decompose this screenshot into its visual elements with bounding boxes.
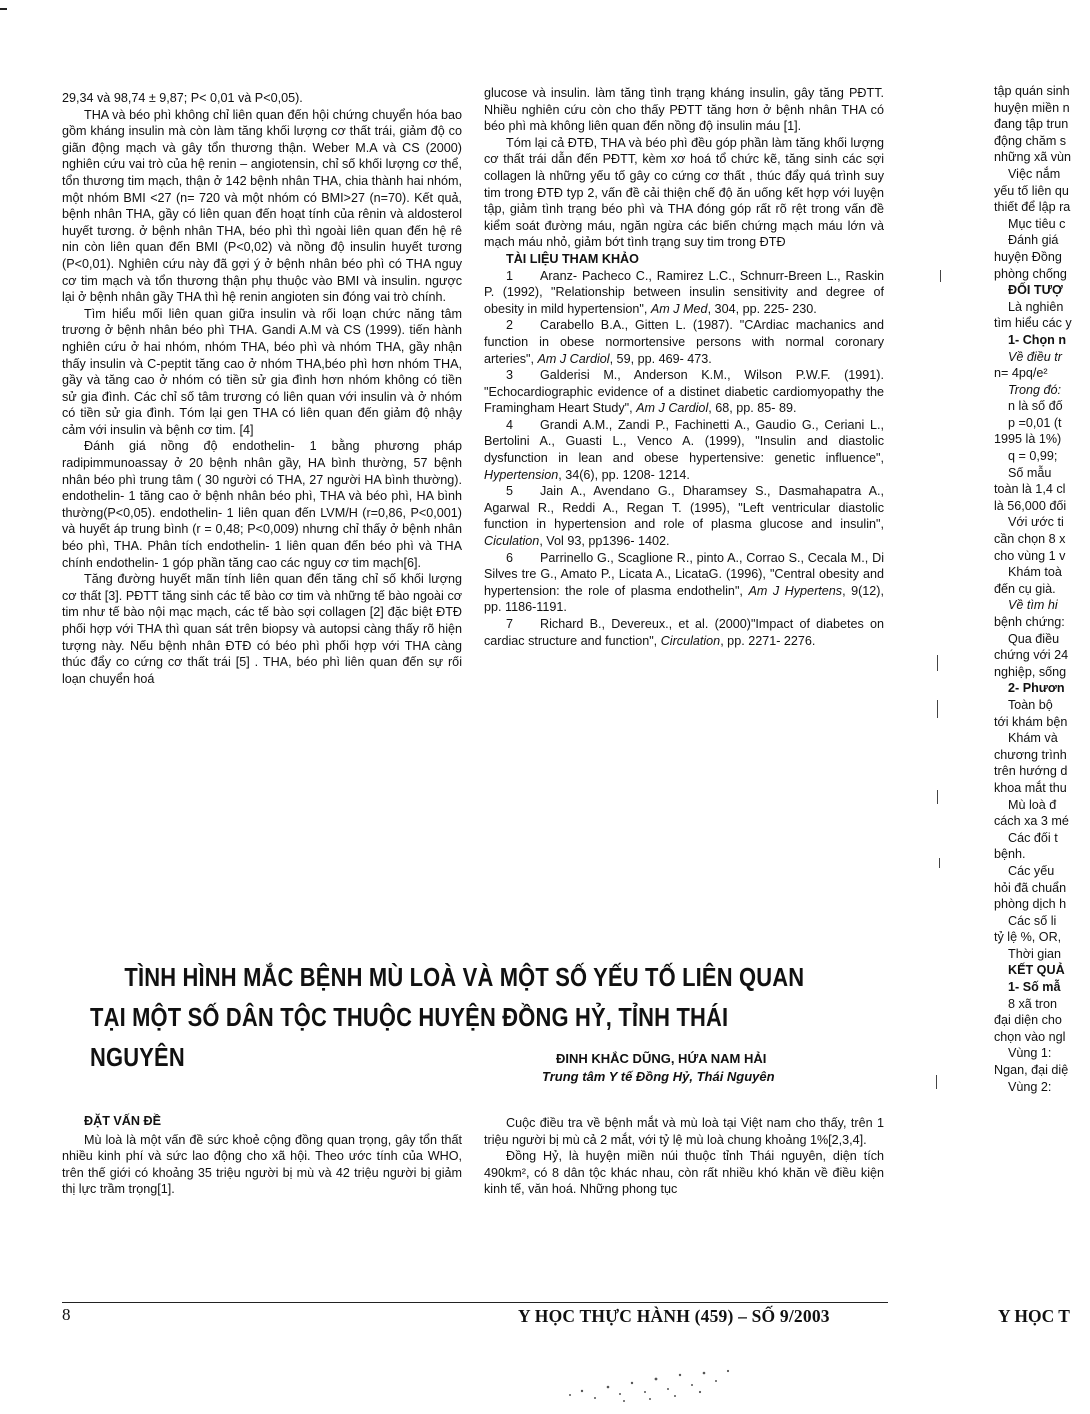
clipped-line: p =0,01 (t [1008, 415, 1062, 430]
reference-authors: Parrinello G., Scaglione R., pinto A., Corrao S., Cecala M., Di Silves tre G., Amato P., Licata A., LicataG. (1996), "Central obesity and hypertension: the role of plasma endothelin", [484, 550, 884, 598]
clipped-line: tỷ lệ %, OR, [994, 930, 1062, 945]
clipped-line: q = 0,99; [1008, 449, 1058, 464]
clipped-line: đến cụ già. [994, 581, 1056, 596]
reference-journal: Am J Cardiol [537, 351, 610, 366]
clipped-line: thiết để lập ra [994, 200, 1071, 215]
clipped-line: hỏi đã chuẩn [994, 880, 1067, 895]
paragraph: THA và béo phì không chỉ liên quan đến hội chứng chuyển hóa bao gồm kháng insulin mà còn làm tăng khối lượng cơ thất trái, giảm độ co giãn động mạch và gây tổn thương thận. Weber M.A và CS (2000) nghiên cứu vai trò của hệ renin – angiotensin, chỉ số khối lượng cơ thể, tổn thương tim mạch, thận ở 142 bệnh nhân THA, chia thành hai nhóm, một nhóm BMI <27 (n= 720 và một nhóm có BMI>27 (n=70). Kết quả, bệnh nhân THA, gầy có liên quan đến hoạt tính của rênin và aldosterol huyết tương. ở bệnh nhân THA, béo phì thì ngoài liên quan đến hệ rê nin còn liên quan đến BMI (P<0,02) và nồng độ insulin huyết tương (P<0,01). Nghiên cứu này đã gợi ý ở bệnh nhân béo phì có THA nguy cơ tim mạch và tổn thương thận phụ thuộc vào BMI và insulin. ngược lại ở bệnh nhân gầy THA thì hệ renin angioten sin đóng vai trò chính. [62, 107, 462, 305]
clipped-line: KẾT QUẢ [1008, 963, 1065, 978]
reference-pages: , 34(6), pp. 1208- 1214. [558, 467, 690, 482]
reference-authors: Jain A., Avendano G., Dharamsey S., Dasmahapatra A., Agarwal R., Reddi A., Regan T. (1995), "Left ventricular diastolic function in hypertension and role of plasma glucose and insulin", [484, 484, 884, 532]
clipped-line: huyện Đồng [994, 249, 1062, 264]
left-column [62, 90, 462, 687]
right-column-clipped [994, 83, 1090, 1095]
section-heading: ĐẶT VẤN ĐỀ [84, 1114, 161, 1128]
article-authors: ĐINH KHẮC DŨNG, HỨA NAM HẢI [556, 1051, 767, 1066]
clipped-line: khoa mắt thu [994, 780, 1067, 795]
reference-list [484, 268, 884, 650]
reference-journal: Circulation [660, 633, 721, 648]
reference-journal: Am J Med [650, 301, 708, 316]
reference-authors: Aranz- Pacheco C., Ramirez L.C., Schnurr-Breen L., Raskin P. (1992), "Relationship between insulin sensitivity and degree of obesity in mild hypertension", [484, 268, 884, 316]
paragraph: Đồng Hỷ, là huyện miền núi thuộc tỉnh Thái nguyên, diện tích 490km², có 8 dân tộc khác nhau, còn rất nhiều khó khăn về điều kiện kinh tế, văn hoá. Những phong tục [484, 1149, 884, 1197]
clipped-line: n= 4pq/e² [994, 366, 1048, 381]
paragraph: Đánh giá nồng độ endothelin- 1 bằng phương pháp radipimmunoassay ở 20 bệnh nhân gầy, HA bình thường, 57 bệnh nhân béo phì trung tâm ( 30 người có THA, 27 người HA bình thường). endothelin- 1 tăng cao ở bệnh nhân béo phì, THA và béo phì, HA bình thường(P<0,05). endothelin- 1 liên quan đến LVM/H (r=0,86, P<0,001) và huyết áp trung bình (r = 0,48; P<0,009) nhưng chỉ thấy ở bệnh nhân béo phì, THA. Phân tích endothelin- 1 liên quan đến béo phì và THA chính endothelin- 1 góp phần tăng cao các nguy cơ tim mạch[6]. [62, 439, 462, 570]
clipped-line: bệnh. [994, 847, 1026, 862]
clipped-line: cần chọn 8 x [994, 532, 1066, 547]
reference-journal: Ciculation [484, 534, 540, 549]
references-heading: TÀI LIỆU THAM KHẢO [506, 251, 639, 266]
reference-journal: Am J Hypertens [748, 583, 843, 598]
clipped-line: 1- Chọn n [1008, 332, 1067, 347]
reference-number: 4 [506, 417, 514, 432]
clipped-line: 1- Số mẫ [1008, 980, 1061, 995]
scan-mark [940, 270, 941, 282]
clipped-line: Trong đó: [1008, 382, 1061, 397]
clipped-line: yếu tố liên qu [994, 183, 1069, 198]
reference-pages: , 59, pp. 469- 473. [609, 351, 712, 366]
article-right-column [484, 1115, 884, 1198]
clipped-line: Việc nắm [1008, 166, 1061, 181]
clipped-line: đại diện cho [994, 1013, 1062, 1028]
reference-pages: , Vol 93, pp1396- 1402. [539, 534, 670, 549]
journal-footer-right: Y HỌC T [998, 1306, 1070, 1326]
clipped-line: phòng chống [994, 266, 1067, 281]
clipped-line: Thời gian [1008, 946, 1062, 961]
reference-item [484, 367, 884, 417]
clipped-line: chọn vào ngl [994, 1029, 1066, 1044]
clipped-line: huyện miền n [994, 100, 1070, 115]
clipped-line: chương trình [994, 747, 1067, 762]
reference-item [484, 550, 884, 616]
clipped-line: trên hướng d [994, 764, 1068, 779]
clipped-line: Với ước ti [1008, 515, 1064, 530]
clipped-line: toàn là 1,4 cl [994, 482, 1066, 497]
clipped-line: Về tìm hi [1008, 598, 1058, 613]
clipped-line: nghiệp, sống [994, 664, 1067, 679]
article-left-column [62, 1113, 462, 1198]
paragraph: Tóm lại cả ĐTĐ, THA và béo phì đều góp phần làm tăng khối lượng cơ thất trái dẫn đến PĐTT, kèm xơ hoá tổ chức kẽ, tăng sinh các sợi collagen là những yếu tố gây co cứng cơ thất , thúc đẩy quá trình suy tim trong ĐTĐ typ 2, vấn đề cải thiện chế độ ăn uống kết hợp với luyện tập, giảm tình trạng béo phì và THA đóng góp rất rõ rệt trong vấn đề kiểm soát đường máu, ngăn ngừa các biến chứng mạch máu lớn và mạch máu nhỏ, giảm bớt tình trạng suy tim trong ĐTĐ [484, 135, 884, 250]
reference-item [484, 268, 884, 318]
scan-mark [937, 700, 938, 718]
clipped-line: Mù loà đ [1008, 797, 1057, 812]
scan-noise [560, 1365, 740, 1405]
reference-pages: , 9(12), pp. 1186-1191. [484, 583, 884, 615]
reference-authors: Grandi A.M., Zandi P., Fachinetti A., Gaudio G., Ceriani L., Bertolini A., Guasti L., Venco A. (1999), "Insulin and diastolic dysfunction in lean and obese hypertensive: genetic influence", [484, 417, 884, 466]
article-title-line1: TÌNH HÌNH MẮC BỆNH MÙ LOÀ VÀ MỘT SỐ YẾU TỐ LIÊN QUAN [124, 964, 805, 992]
clipped-line: tập quán sinh [994, 84, 1070, 98]
reference-number: 5 [506, 484, 514, 499]
reference-pages: , 304, pp. 225- 230. [707, 301, 817, 316]
clipped-line: Khám toà [1008, 565, 1062, 580]
journal-footer: Y HỌC THỰC HÀNH (459) – SỐ 9/2003 [518, 1306, 830, 1326]
clipped-line: Là nghiên [1008, 299, 1064, 314]
clipped-line: 1995 là 1%) [994, 432, 1062, 447]
clipped-line: cho vùng 1 v [994, 548, 1066, 563]
clipped-line: Đánh giá [1008, 233, 1059, 248]
reference-item [484, 483, 884, 549]
reference-item [484, 317, 884, 367]
footer-rule [62, 1302, 888, 1303]
clipped-line: Qua điều [1008, 631, 1060, 646]
clipped-line: đang tập trun [994, 117, 1069, 132]
scan-mark [939, 858, 940, 868]
clipped-line: 2- Phươn [1008, 681, 1065, 696]
scan-mark [937, 790, 938, 804]
clipped-line: 8 xã tron [1008, 996, 1058, 1011]
clipped-line: Các đối t [1008, 830, 1058, 845]
clipped-line: chứng với 24 [994, 648, 1069, 663]
reference-pages: , 68, pp. 85- 89. [708, 401, 797, 416]
clipped-line: Vùng 1: [1008, 1046, 1052, 1061]
reference-authors: Richard B., Devereux., et al. (2000)"Impact of diabetes on cardiac structure and function", [484, 617, 884, 648]
clipped-line: Về điều tr [1008, 349, 1062, 364]
page-number: 8 [62, 1305, 71, 1324]
article-affiliation: Trung tâm Y tế Đồng Hỷ, Thái Nguyên [542, 1069, 775, 1084]
clipped-line: những xã vùn [994, 150, 1072, 165]
paragraph: Tìm hiểu mối liên quan giữa insulin và rối loạn chức năng tâm trương ở bệnh nhân béo phì THA. Gandi A.M và CS (1999). tiến hành nghiên cứu ở hai nhóm, nhóm THA, béo phì và nhóm THA, gầy nhận thấy insulin và C-peptit tăng cao ở nhóm THA,béo phì hơn nhóm THA, gầy và tăng cao ở nhóm có tiền sử gia đình hơn nhóm không có tiền sử gia đình. Các chỉ số tâm trương có liên quan với insulin và ở nhóm có tiền sử gia đình. Tóm lại gen THA có liên quan đến giảm độ nhậy cảm với insulin và bệnh cơ tim. [4] [62, 306, 462, 437]
paragraph: glucose và insulin. làm tăng tình trạng kháng insulin, gây tăng PĐTT. Nhiều nghiên cứu còn cho thấy PĐTT tăng hơn ở bệnh nhân THA có béo phì mà không liên quan đến nồng độ insulin máu [1]. [484, 86, 884, 134]
reference-authors: Carabello B.A., Gitten L. (1987). "CArdiac machanics and function in obese normortensive persons with normal coronary arteries", [484, 318, 884, 366]
clipped-line: tìm hiểu các y [994, 316, 1072, 331]
clipped-line: Toàn bộ [1008, 697, 1053, 712]
clipped-line: n là số đố [1008, 399, 1063, 414]
reference-journal: Hypertension [484, 467, 559, 482]
clipped-line: động chăm s [994, 133, 1067, 148]
clipped-line: tới khám bện [994, 714, 1068, 729]
clipped-line: phòng dịch h [994, 897, 1067, 912]
clipped-line: Số mẫu [1008, 465, 1052, 480]
reference-number: 6 [506, 550, 514, 565]
paragraph: Cuộc điều tra về bệnh mắt và mù loà tại Việt nam cho thấy, trên 1 triệu người bị mù cả 2 mắt, với tỷ lệ mù loà chung khoảng 1%[2,3,4]. [484, 1116, 884, 1147]
clipped-line: Mục tiêu c [1008, 216, 1066, 231]
reference-pages: , pp. 2271- 2276. [720, 633, 816, 648]
clipped-line: Vùng 2: [1008, 1079, 1052, 1094]
paragraph: 29,34 và 98,74 ± 9,87; P< 0,01 và P<0,05). [62, 91, 303, 105]
clipped-line: là 56,000 đối [994, 498, 1067, 513]
reference-item [484, 616, 884, 649]
reference-authors: Galderisi M., Anderson K.M., Wilson P.W.F. (1991). "Echocardiographic evidence of a distinet diabetic cardiomyopathy the Framingham Heart Study", [484, 368, 884, 416]
reference-number: 2 [506, 318, 514, 333]
scan-mark [0, 8, 7, 10]
paragraph: Mù loà là một vấn đề sức khoẻ cộng đồng quan trọng, gây tổn thất nhiều kinh phí và sức lao động cho xã hội. Theo ước tính của WHO, trên thế giới có khoảng 35 triệu người bị mù và 42 triệu người bị giảm thị lực trầm trọng[1]. [62, 1132, 462, 1197]
clipped-line: bệnh chứng: [994, 615, 1065, 629]
reference-item [484, 417, 884, 483]
clipped-line: Ngan, đại diệ [994, 1063, 1069, 1078]
paragraph: Tăng đường huyết mãn tính liên quan đến tăng chỉ số khối lượng cơ thất [3]. PĐTT tăng sinh các tế bào cơ tim và những tế bào ngoài cơ tim như tế bào nội mạc mạch, các tế bào sợi collagen [2] đặc biệt ĐTĐ phối hợp với THA thì quan sát trên biopsy và autopsi càng thấy rõ hiện tượng này. Nếu bệnh nhân ĐTĐ có béo phì phối hợp với THA càng thúc đẩy co cứng cơ thất trái [5] . THA, béo phì liên quan đến sự rối loạn chuyển hoá [62, 572, 462, 686]
scan-mark [937, 655, 938, 671]
clipped-line: Các số li [1008, 913, 1057, 928]
clipped-line: ĐỐI TƯỢ [1008, 283, 1063, 298]
reference-number: 7 [506, 617, 514, 631]
clipped-line: cách xa 3 mé [994, 814, 1069, 829]
middle-column [484, 85, 884, 649]
article-title-line2: TẠI MỘT SỐ DÂN TỘC THUỘC HUYỆN ĐỒNG HỶ, TỈNH THÁI NGUYÊN [90, 1004, 729, 1072]
article-byline [542, 1050, 775, 1086]
clipped-line: Khám và [1008, 731, 1058, 746]
reference-journal: Am J Cardiol [636, 401, 709, 416]
clipped-line: Các yếu [1008, 863, 1055, 878]
reference-number: 3 [506, 368, 514, 383]
reference-number: 1 [506, 268, 514, 283]
scan-mark [936, 1075, 937, 1089]
